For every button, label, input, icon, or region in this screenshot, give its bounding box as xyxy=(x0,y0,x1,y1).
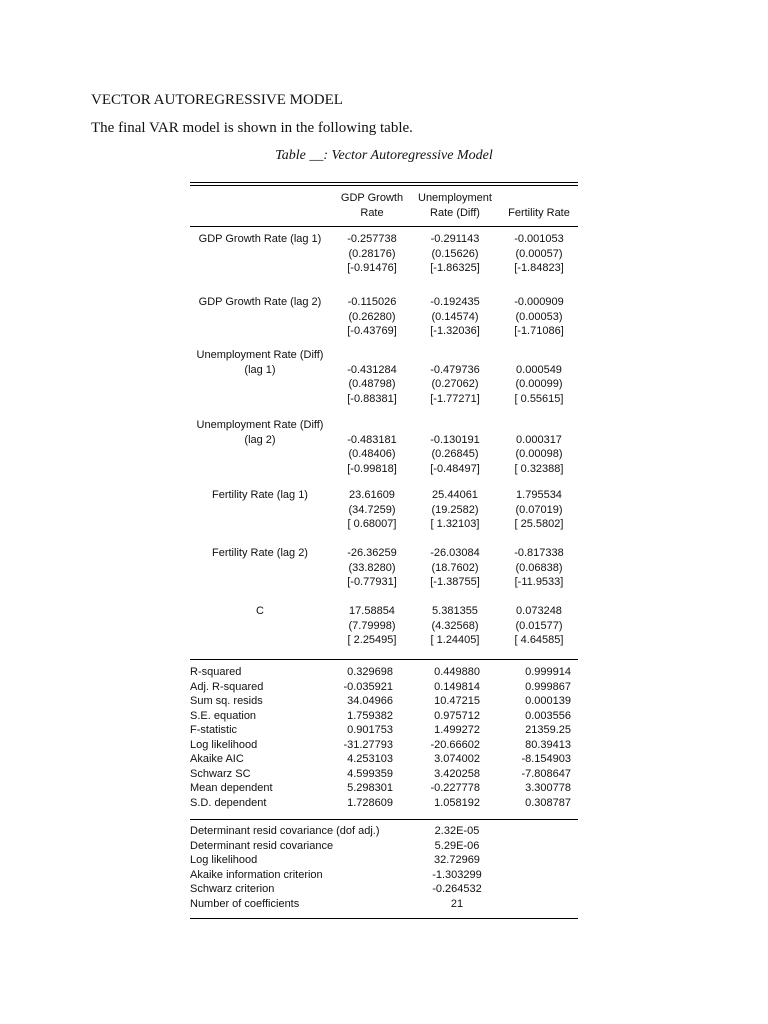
header-line: Fertility Rate xyxy=(508,206,570,219)
coefficient-value: -0.431284 xyxy=(347,363,397,376)
coefficient-cell xyxy=(415,546,495,590)
stat-label: Mean dependent xyxy=(190,782,273,794)
row-label-line: Unemployment Rate (Diff) xyxy=(196,349,324,361)
row-label-line: Fertility Rate (lag 2) xyxy=(212,547,308,559)
stat-value: 0.999867 xyxy=(525,680,571,693)
stat-value: 1.499272 xyxy=(434,724,480,736)
row-label xyxy=(190,418,330,447)
standard-error: (0.00098) xyxy=(515,448,563,460)
t-statistic: [-0.91476] xyxy=(347,262,397,274)
row-label-line: (lag 2) xyxy=(244,433,276,446)
stat-value: 4.599359 xyxy=(347,767,393,780)
stat-value: 0.975712 xyxy=(434,709,480,722)
t-statistic: [-0.99818] xyxy=(347,462,397,475)
t-statistic: [-11.9533] xyxy=(514,576,564,588)
stat-value: 0.449880 xyxy=(434,666,480,678)
standard-error: (0.48406) xyxy=(348,448,396,460)
stat-value: 80.39413 xyxy=(525,738,571,751)
stat-value: -20.66602 xyxy=(430,738,480,751)
coefficient-cell xyxy=(500,295,578,339)
t-statistic: [-1.77271] xyxy=(430,392,480,405)
coefficient-cell xyxy=(415,363,495,407)
t-statistic: [ 0.68007] xyxy=(347,518,397,530)
column-header-fertility xyxy=(500,191,578,220)
system-stats-rule xyxy=(190,819,578,820)
system-stat-value: -0.264532 xyxy=(432,883,482,895)
t-statistic: [-0.43769] xyxy=(347,325,397,337)
t-statistic: [-1.86325] xyxy=(430,262,480,274)
stat-value: 1.728609 xyxy=(347,796,393,809)
coefficient-cell xyxy=(500,546,578,590)
t-statistic: [ 0.32388] xyxy=(514,462,564,475)
t-statistic: [-0.48497] xyxy=(430,462,480,475)
t-statistic: [-0.88381] xyxy=(347,392,397,405)
coefficient-value: 25.44061 xyxy=(432,489,478,501)
stat-value: 3.420258 xyxy=(434,767,480,780)
coefficient-cell xyxy=(500,232,578,276)
stats-rule xyxy=(190,659,578,660)
stat-value: 1.058192 xyxy=(434,796,480,809)
stat-value: 0.999914 xyxy=(525,666,571,678)
coefficient-cell xyxy=(500,433,578,477)
row-label xyxy=(190,488,330,503)
t-statistic: [ 2.25495] xyxy=(347,634,397,646)
coefficient-cell xyxy=(333,232,411,276)
coefficient-value: -0.817338 xyxy=(514,547,564,559)
coefficient-value: -26.36259 xyxy=(347,547,397,559)
row-label xyxy=(190,295,330,310)
row-label xyxy=(190,546,330,561)
coefficient-value: -0.001053 xyxy=(514,233,564,245)
coefficient-cell xyxy=(333,604,411,648)
standard-error: (0.00053) xyxy=(515,310,563,323)
row-label-line: C xyxy=(256,605,264,617)
coefficient-value: 0.073248 xyxy=(516,605,562,617)
stat-value: -0.227778 xyxy=(430,782,480,794)
standard-error: (19.2582) xyxy=(431,503,479,516)
system-stat-value: 2.32E-05 xyxy=(434,825,480,837)
standard-error: (7.79998) xyxy=(348,619,396,632)
standard-error: (0.14574) xyxy=(431,310,479,323)
stat-value: 0.901753 xyxy=(347,724,393,736)
coefficient-cell xyxy=(333,295,411,339)
row-label-line: (lag 1) xyxy=(244,363,276,376)
t-statistic: [ 0.55615] xyxy=(514,392,564,405)
stat-value: 34.04966 xyxy=(347,695,393,707)
standard-error: (0.00099) xyxy=(515,378,563,390)
system-stat-label: Determinant resid covariance xyxy=(190,839,334,852)
system-stat-label: Akaike information criterion xyxy=(190,868,323,881)
coefficient-cell xyxy=(415,604,495,648)
coefficient-value: -0.257738 xyxy=(347,233,397,245)
coefficient-cell xyxy=(333,488,411,532)
coefficient-value: -0.479736 xyxy=(430,363,480,376)
coefficient-cell xyxy=(415,433,495,477)
t-statistic: [-1.32036] xyxy=(430,325,480,337)
t-statistic: [-1.38755] xyxy=(430,576,480,588)
t-statistic: [ 1.24405] xyxy=(430,634,480,646)
coefficient-value: 1.795534 xyxy=(516,489,562,501)
coefficient-value: -0.130191 xyxy=(430,433,480,446)
standard-error: (0.15626) xyxy=(431,247,479,260)
system-stat-value: 32.72969 xyxy=(434,854,480,866)
standard-error: (0.27062) xyxy=(431,378,479,390)
standard-error: (0.48798) xyxy=(348,378,396,390)
stat-value: 4.253103 xyxy=(347,753,393,765)
header-rule xyxy=(190,226,578,227)
stat-value: 0.149814 xyxy=(434,680,480,693)
standard-error: (4.32568) xyxy=(431,619,479,632)
system-stat-label: Determinant resid covariance (dof adj.) xyxy=(190,825,380,837)
stat-value: 0.003556 xyxy=(525,709,571,722)
standard-error: (0.01577) xyxy=(515,619,563,632)
column-header-gdp-growth xyxy=(333,191,411,220)
row-label-line: GDP Growth Rate (lag 1) xyxy=(198,233,322,245)
standard-error: (33.8280) xyxy=(348,561,396,574)
section-heading: VECTOR AUTOREGRESSIVE MODEL xyxy=(91,92,343,108)
coefficient-value: -0.192435 xyxy=(430,296,480,308)
header-line: Rate (Diff) xyxy=(430,206,480,219)
coefficient-value: -0.000909 xyxy=(514,296,564,308)
table-caption: Table __: Vector Autoregressive Model xyxy=(275,148,493,163)
t-statistic: [ 4.64585] xyxy=(514,634,564,646)
coefficient-value: -26.03084 xyxy=(430,547,480,559)
stat-value: 3.074002 xyxy=(434,753,480,765)
coefficient-value: 0.000317 xyxy=(516,433,562,446)
standard-error: (0.00057) xyxy=(515,247,563,260)
coefficient-value: -0.291143 xyxy=(430,233,480,245)
stat-value: -7.808647 xyxy=(521,767,571,780)
stat-value: 10.47215 xyxy=(434,695,480,707)
coefficient-value: 0.000549 xyxy=(516,363,562,376)
standard-error: (0.26280) xyxy=(348,310,396,323)
coefficient-cell xyxy=(500,363,578,407)
coefficient-cell xyxy=(333,363,411,407)
intro-paragraph: The final VAR model is shown in the following table. xyxy=(91,120,413,136)
stat-value: 21359.25 xyxy=(525,724,571,736)
row-label xyxy=(190,232,330,247)
t-statistic: [-0.77931] xyxy=(347,576,397,588)
row-label-line: GDP Growth Rate (lag 2) xyxy=(198,296,322,308)
stat-value: -31.27793 xyxy=(343,738,393,751)
coefficient-cell xyxy=(415,488,495,532)
row-label xyxy=(190,348,330,377)
stat-label: Schwarz SC xyxy=(190,767,251,780)
stat-value: 0.000139 xyxy=(525,695,571,707)
stat-value: 3.300778 xyxy=(525,782,571,794)
stat-label: Sum sq. resids xyxy=(190,695,263,707)
stat-label: Akaike AIC xyxy=(190,753,244,765)
t-statistic: [-1.71086] xyxy=(514,325,564,337)
stat-label: R-squared xyxy=(190,666,242,678)
stat-label: Adj. R-squared xyxy=(190,680,264,693)
system-stat-value: -1.303299 xyxy=(432,868,482,881)
header-line: GDP Growth xyxy=(340,192,404,204)
system-stat-label: Schwarz criterion xyxy=(190,883,275,895)
var-results-table xyxy=(190,182,578,920)
coefficient-value: -0.115026 xyxy=(347,296,397,308)
t-statistic: [-1.84823] xyxy=(514,262,564,274)
table-top-rule-2 xyxy=(190,185,578,186)
standard-error: (18.7602) xyxy=(431,561,479,574)
coefficient-cell xyxy=(333,546,411,590)
stat-value: 0.329698 xyxy=(347,666,393,678)
standard-error: (0.07019) xyxy=(515,503,563,516)
stat-value: 0.308787 xyxy=(525,796,571,809)
standard-error: (0.26845) xyxy=(431,448,479,460)
system-stat-value: 21 xyxy=(450,897,464,910)
standard-error: (34.7259) xyxy=(348,503,396,516)
header-line: Unemployment xyxy=(418,192,492,204)
coefficient-value: 23.61609 xyxy=(349,489,395,501)
system-stat-value: 5.29E-06 xyxy=(434,839,480,852)
coefficient-value: 17.58854 xyxy=(349,605,395,617)
row-label xyxy=(190,604,330,619)
stat-value: 1.759382 xyxy=(347,709,393,722)
table-bottom-rule xyxy=(190,918,578,919)
system-stat-label: Log likelihood xyxy=(190,854,258,866)
coefficient-value: 5.381355 xyxy=(432,605,478,617)
row-label-line: Unemployment Rate (Diff) xyxy=(196,419,324,431)
coefficient-cell xyxy=(333,433,411,477)
stat-label: S.D. dependent xyxy=(190,796,267,809)
stat-value: 5.298301 xyxy=(347,782,393,794)
coefficient-cell xyxy=(415,295,495,339)
stat-value: -0.035921 xyxy=(343,680,393,693)
table-top-rule xyxy=(190,182,578,183)
system-stat-label: Number of coefficients xyxy=(190,897,300,910)
coefficient-value: -0.483181 xyxy=(347,433,397,446)
row-label-line: Fertility Rate (lag 1) xyxy=(212,489,308,501)
t-statistic: [ 1.32103] xyxy=(430,518,480,530)
coefficient-cell xyxy=(500,488,578,532)
header-line: Rate xyxy=(360,206,384,219)
column-header-unemployment xyxy=(415,191,495,220)
stat-label: S.E. equation xyxy=(190,709,257,722)
coefficient-cell xyxy=(500,604,578,648)
coefficient-cell xyxy=(415,232,495,276)
stat-label: F-statistic xyxy=(190,724,238,736)
stat-value: -8.154903 xyxy=(521,753,571,765)
stat-label: Log likelihood xyxy=(190,738,258,751)
standard-error: (0.28176) xyxy=(348,247,396,260)
header-line xyxy=(500,191,578,206)
t-statistic: [ 25.5802] xyxy=(514,518,564,530)
standard-error: (0.06838) xyxy=(515,561,563,574)
